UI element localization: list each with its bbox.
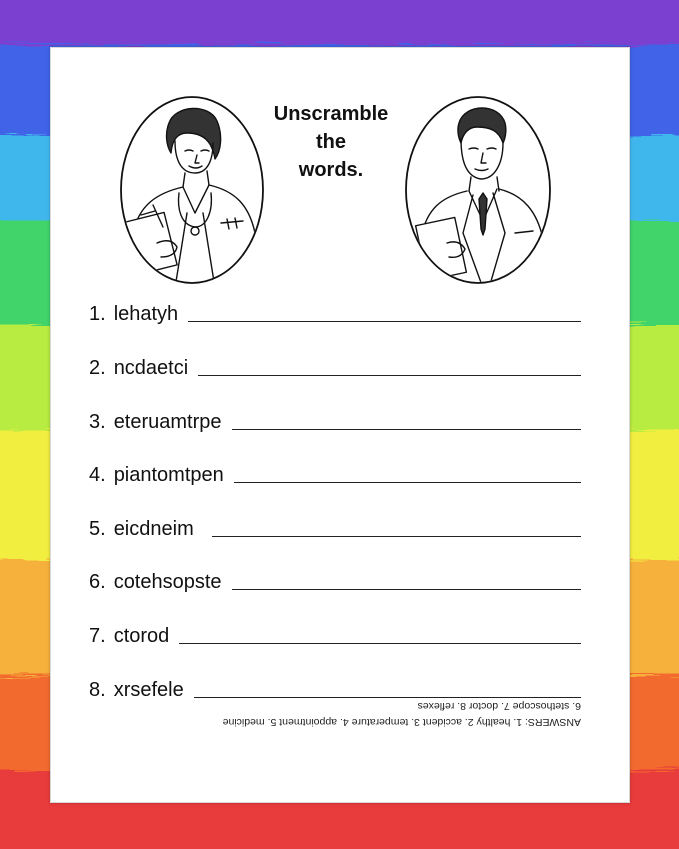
answer-key-line: ANSWERS: 1. healthy 2. accident 3. temperature 4. appointment 5. medicine [222, 716, 581, 728]
question-row [89, 298, 581, 326]
answer-key-line: 6. stethoscope 7. doctor 8. reflexes [417, 700, 581, 712]
answer-line[interactable] [232, 588, 581, 590]
question-row [89, 566, 581, 594]
answer-line[interactable] [198, 374, 581, 376]
worksheet-page [50, 47, 630, 803]
question-number: 3. [89, 411, 106, 433]
question-number: 4. [89, 464, 106, 486]
male-doctor-portrait [403, 93, 553, 288]
female-doctor-portrait [117, 93, 267, 288]
question-number: 6. [89, 571, 106, 593]
scrambled-word: cotehsopste [113, 571, 222, 593]
answer-line[interactable] [232, 428, 581, 430]
question-row [89, 459, 581, 487]
scrambled-word: xrsefele [113, 679, 184, 701]
answer-line[interactable] [234, 481, 581, 483]
answer-line[interactable] [212, 535, 581, 537]
question-row [89, 406, 581, 434]
title-line: the [316, 131, 346, 153]
scrambled-word: lehatyh [113, 303, 179, 325]
question-number: 5. [89, 518, 106, 540]
scrambled-word: ctorod [113, 625, 170, 647]
scrambled-word: eicdneim [113, 518, 194, 540]
upside-down-answer-key [91, 698, 581, 730]
scrambled-word: piantomtpen [113, 464, 224, 486]
question-row [89, 513, 581, 541]
question-number: 2. [89, 357, 106, 379]
answer-line[interactable] [179, 642, 581, 644]
answer-line[interactable] [188, 320, 581, 322]
title-line: words. [298, 159, 364, 181]
scrambled-word: eteruamtrpe [113, 411, 222, 433]
worksheet-title [251, 100, 411, 184]
question-number: 7. [89, 625, 106, 647]
title-line: Unscramble [273, 103, 389, 125]
question-row [89, 620, 581, 648]
question-number: 8. [89, 679, 106, 701]
question-number: 1. [89, 303, 106, 325]
scrambled-word: ncdaetci [113, 357, 189, 379]
question-row [89, 352, 581, 380]
